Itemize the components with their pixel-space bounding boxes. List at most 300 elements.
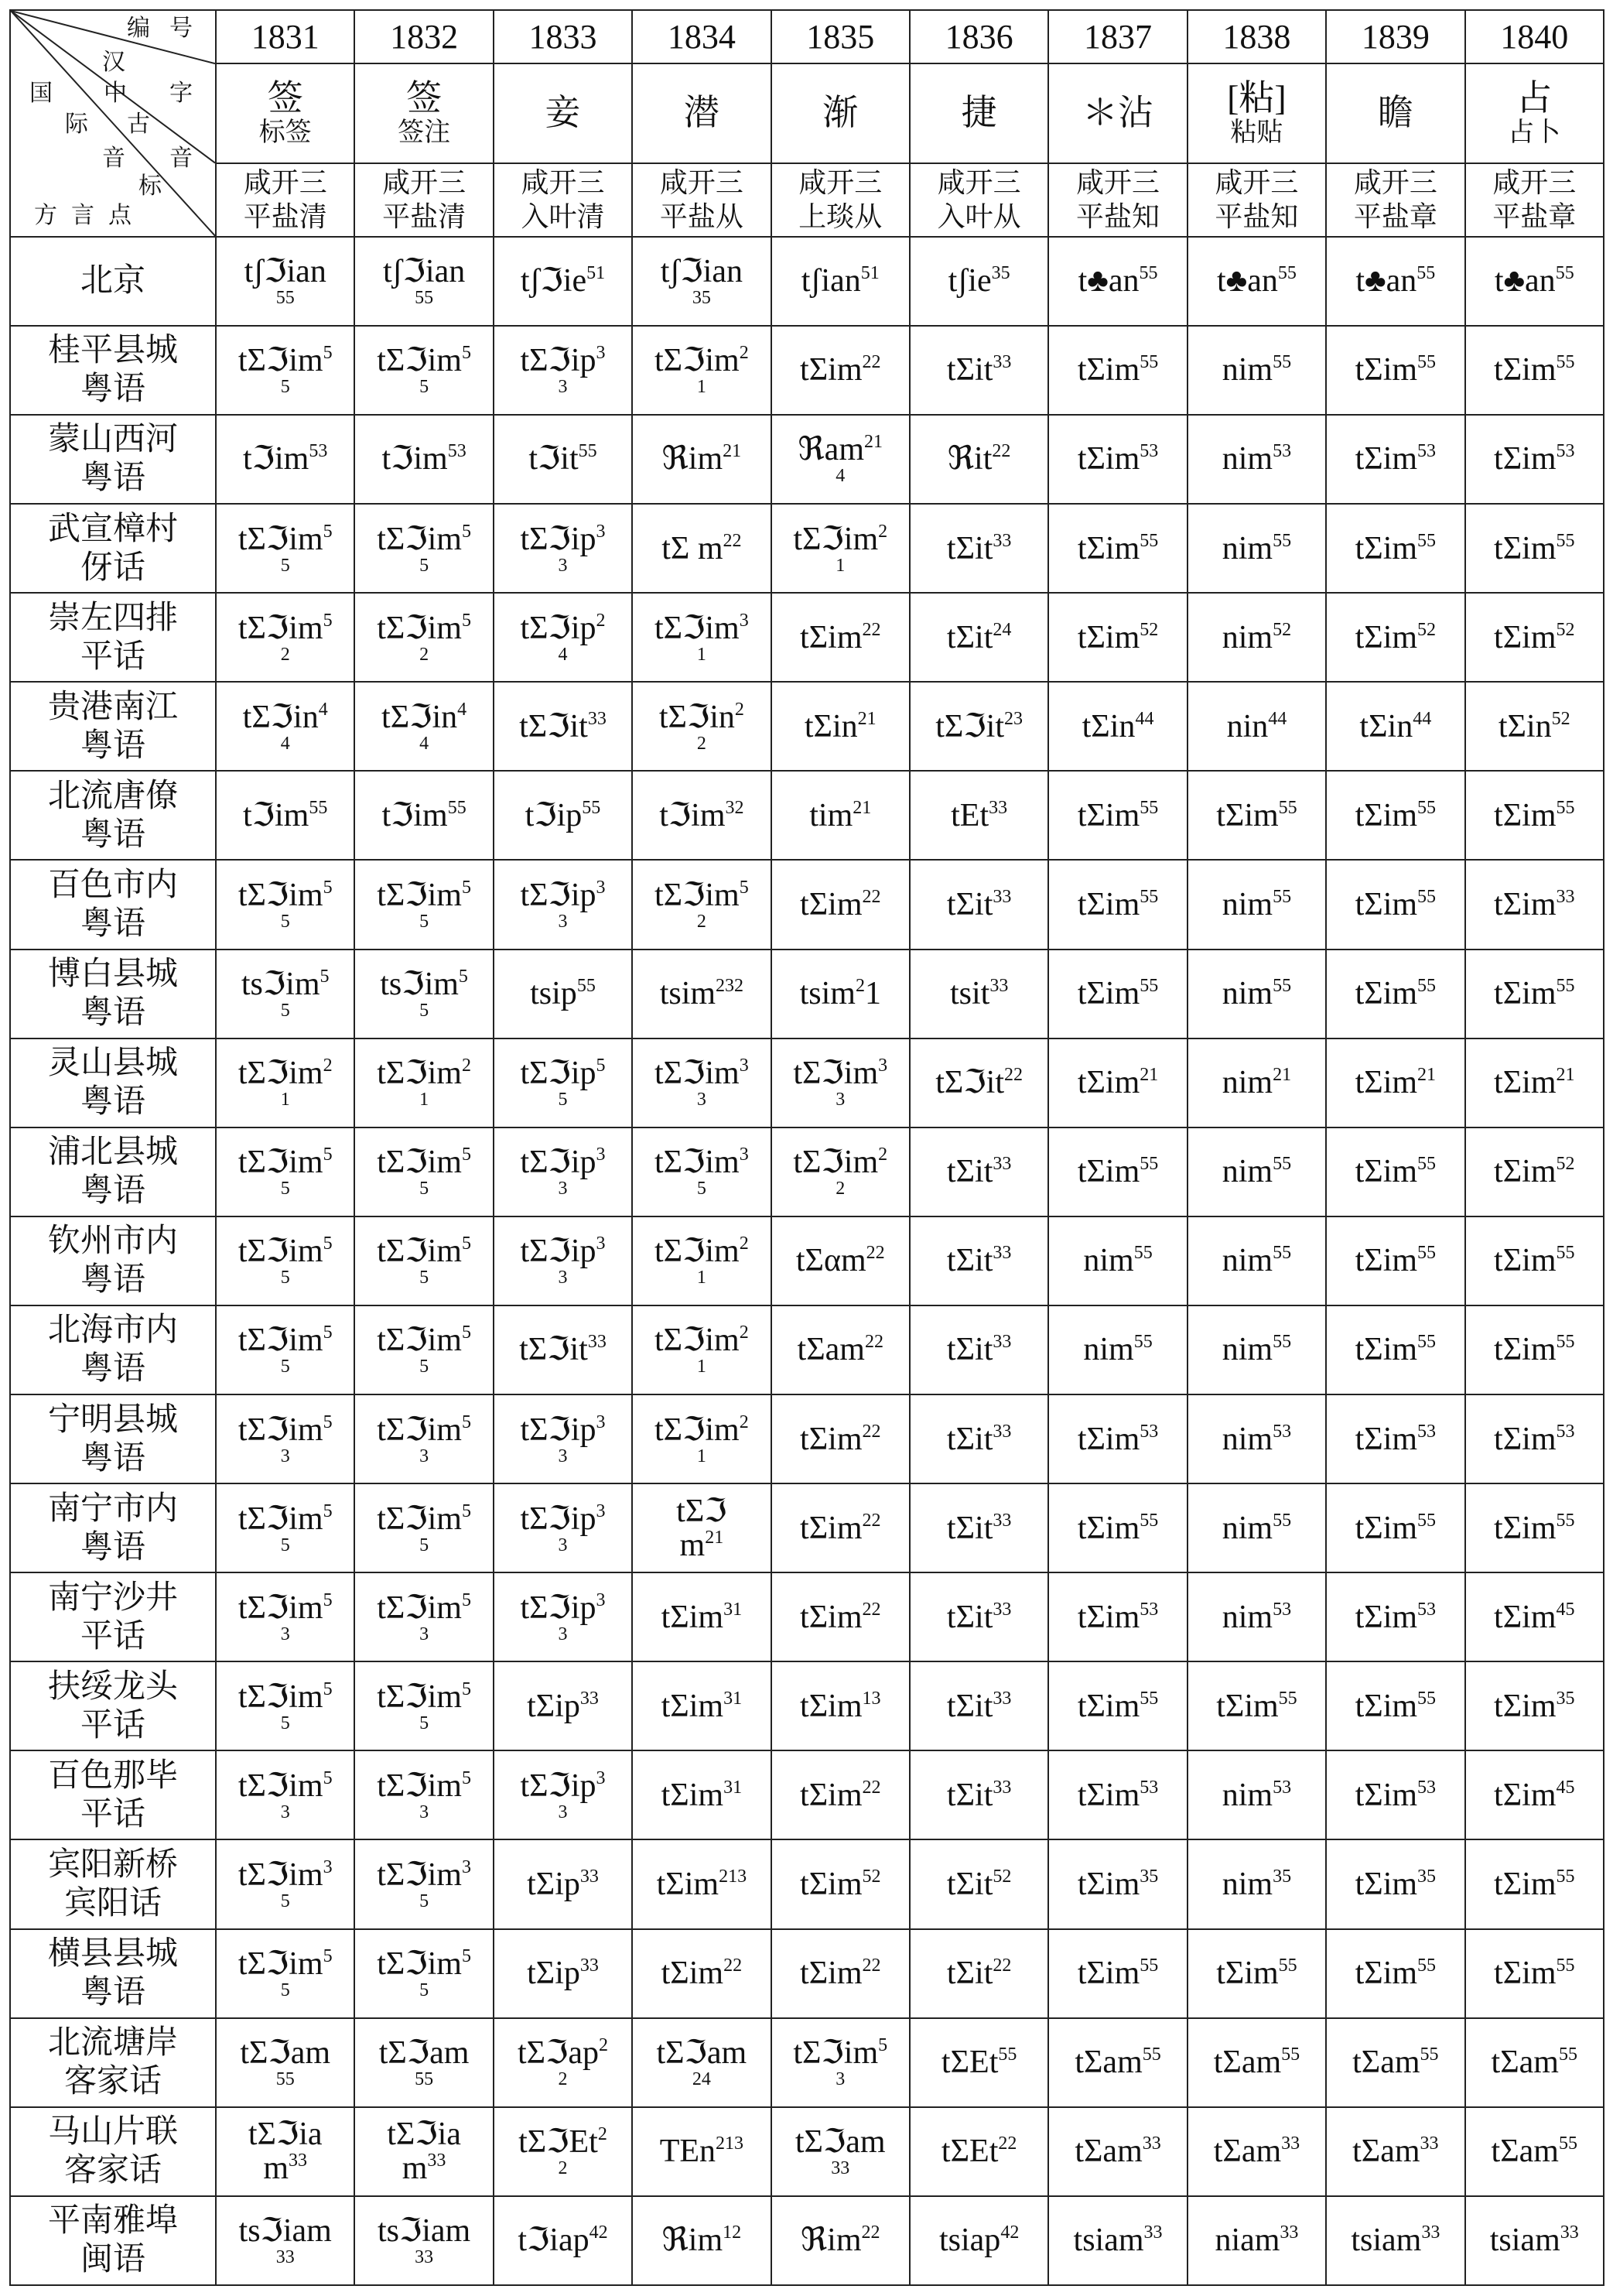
ipa-text: m (263, 2151, 289, 2187)
pronunciation-cell (1188, 415, 1326, 504)
pronunciation (1327, 799, 1464, 833)
dialect-location (10, 1039, 216, 1127)
ipa-text: tΣℑim (377, 610, 462, 646)
pronunciation-cell (1188, 237, 1326, 326)
pronunciation-cell (1465, 1750, 1604, 1839)
ipa-text: tΣℑim (238, 343, 323, 379)
ipa-text: nim (1222, 530, 1273, 566)
location-name: 崇左四排 (47, 600, 178, 636)
tone-superscript: 2 (461, 1056, 471, 1076)
pronunciation-cell (494, 593, 632, 682)
pronunciation-cell (1465, 504, 1604, 593)
tone-subscript: 55 (415, 2069, 434, 2090)
tone-superscript: 5 (461, 1589, 471, 1610)
location-name: 南宁市内 (47, 1490, 178, 1527)
ipa-text: tsℑiam (238, 2213, 332, 2250)
mc-tone-initial: 平盐知 (1215, 201, 1299, 233)
ipa-text: tΣam (1213, 2045, 1282, 2081)
pronunciation-cell (771, 1750, 910, 1839)
pronunciation (1188, 2223, 1325, 2257)
tone-subscript: 35 (692, 288, 711, 309)
pronunciation-cell (632, 415, 771, 504)
pronunciation (1049, 621, 1186, 655)
tone-superscript: 22 (862, 1956, 881, 1976)
pronunciation (772, 1778, 909, 1812)
pronunciation (1466, 1244, 1603, 1278)
tone-superscript: 33 (427, 2151, 446, 2171)
pronunciation (355, 1591, 492, 1625)
pronunciation-cell (1465, 1394, 1604, 1483)
tone-superscript: 33 (1281, 2133, 1300, 2154)
tone-superscript: 55 (1273, 976, 1292, 997)
pronunciation-cell (216, 415, 354, 504)
pronunciation-cell (1188, 1305, 1326, 1394)
dialect-name: 粤语 (80, 460, 145, 497)
ipa-text: tΣℑim (377, 1411, 462, 1448)
tone-subscript: 33 (415, 2247, 434, 2268)
tone-superscript: 5 (461, 610, 471, 631)
tone-superscript: 55 (1140, 1154, 1159, 1175)
ipa-text: tΣℑim (377, 1056, 462, 1092)
tone-superscript: 55 (1273, 352, 1292, 373)
tone-superscript: 22 (862, 1599, 881, 1620)
ipa-text: tΣim (1077, 1866, 1140, 1902)
pronunciation (1049, 1956, 1186, 1990)
ipa-text: tΣim (656, 1866, 719, 1902)
pronunciation-cell (1465, 2018, 1604, 2107)
pronunciation-cell (1465, 1216, 1604, 1305)
pronunciation-cell (216, 860, 354, 949)
pronunciation-cell (1188, 1572, 1326, 1661)
pronunciation (1049, 1333, 1186, 1367)
pronunciation-cell (354, 1216, 493, 1305)
pronunciation-cell (1326, 593, 1464, 682)
ipa-text: tΣℑim (377, 1234, 462, 1270)
tone-superscript: 55 (1417, 1332, 1437, 1353)
pronunciation-cell (1188, 1929, 1326, 2018)
pronunciation-cell (632, 1572, 771, 1661)
pronunciation (494, 1689, 631, 1723)
ipa-text: nin (1226, 708, 1269, 744)
pronunciation (217, 1145, 354, 1179)
ipa-text: tℑim (659, 797, 726, 833)
tone-superscript: 53 (1140, 441, 1159, 462)
ipa-text: ℜim (661, 2222, 723, 2259)
dialect-location (10, 326, 216, 415)
pronunciation (772, 2036, 909, 2070)
pronunciation (217, 1413, 354, 1447)
tone-superscript: 55 (1273, 530, 1292, 551)
tone-superscript: 3 (461, 1856, 471, 1877)
tone-superscript: 5 (461, 1767, 471, 1788)
tone-subscript: 5 (419, 1268, 429, 1288)
tone-superscript: 22 (1004, 1065, 1024, 1086)
tone-subscript: 4 (836, 466, 846, 487)
tone-superscript: 55 (1281, 2045, 1300, 2065)
pronunciation-cell (216, 237, 354, 326)
tone-superscript: 33 (993, 1332, 1012, 1353)
ipa-text: tΣℑin (381, 699, 458, 735)
pronunciation (633, 611, 770, 645)
tone-superscript: 5 (323, 1323, 333, 1343)
pronunciation (911, 442, 1047, 476)
corner-label-fang: 方 (34, 203, 57, 228)
ipa-text: tΣim (1494, 619, 1557, 655)
pronunciation-cell (1048, 2018, 1187, 2107)
pronunciation (911, 2045, 1047, 2079)
location-name: 桂平县城 (47, 333, 178, 369)
tone-superscript: 33 (993, 530, 1012, 551)
pronunciation-cell (910, 415, 1048, 504)
ipa-text: t♣an (1078, 263, 1140, 299)
pronunciation-cell (494, 2196, 632, 2285)
pronunciation-cell (494, 504, 632, 593)
table-row (10, 2018, 1604, 2107)
ipa-text: tΣim (1077, 1421, 1140, 1457)
pronunciation (494, 1056, 631, 1090)
mc-rhyme: 咸开三 (521, 167, 605, 199)
ipa-text: tΣit (946, 1956, 993, 1992)
tone-superscript: 55 (1273, 886, 1292, 907)
character: [粘] (1227, 78, 1287, 118)
pronunciation (1327, 1689, 1464, 1723)
pronunciation (1049, 1689, 1186, 1723)
pronunciation-cell (771, 1127, 910, 1216)
pronunciation (1049, 2223, 1186, 2257)
pronunciation (355, 878, 492, 912)
pronunciation-cell (1326, 2107, 1464, 2196)
ipa-text: tΣℑim (793, 2035, 879, 2072)
ipa-text: tsim (799, 976, 856, 1012)
ipa-text: tsim (659, 976, 716, 1012)
tone-superscript: 3 (596, 1234, 606, 1254)
tone-superscript: 33 (993, 352, 1012, 373)
tone-subscript: 3 (558, 1624, 568, 1644)
ipa-text: tΣim (1355, 1243, 1418, 1279)
ipa-text: tΣip (527, 1866, 580, 1902)
tone-subscript: 3 (558, 377, 568, 398)
pronunciation (772, 1689, 909, 1723)
tone-superscript: 55 (1417, 1243, 1437, 1264)
pronunciation-cell (1048, 1305, 1187, 1394)
pronunciation (1188, 1956, 1325, 1990)
middle-chinese-category (1465, 163, 1604, 237)
tone-superscript: 53 (1556, 441, 1575, 462)
tone-superscript: 55 (1278, 1956, 1297, 1976)
ipa-text: m (679, 1527, 706, 1563)
tone-subscript: 1 (696, 1446, 706, 1466)
corner-header (10, 10, 216, 237)
tone-superscript: 55 (1140, 1956, 1159, 1976)
middle-chinese-category (1326, 163, 1464, 237)
tone-subscript: 5 (280, 555, 290, 576)
pronunciation (217, 1769, 354, 1803)
ipa-text: tΣim (800, 1510, 863, 1546)
pronunciation (1188, 1066, 1325, 1100)
pronunciation (911, 621, 1047, 655)
ipa-text: tΣit (946, 1866, 993, 1902)
pronunciation (1466, 353, 1603, 387)
pronunciation (1327, 2223, 1464, 2257)
ipa-text: tΣℑim (238, 1678, 323, 1715)
tone-subscript: 1 (696, 644, 706, 665)
tone-superscript: 55 (1556, 1332, 1575, 1353)
tone-superscript: 24 (993, 619, 1012, 640)
corner-label-gu: 古 (127, 111, 150, 137)
tone-subscript: 5 (280, 1001, 290, 1021)
table-row (10, 1839, 1604, 1928)
ipa-text: nim (1083, 1332, 1134, 1368)
pronunciation (217, 1591, 354, 1625)
ipa-text: tΣEt (941, 2133, 999, 2170)
dialect-name: 闽语 (80, 2242, 145, 2278)
ipa-text: tΣℑim (377, 1323, 462, 1359)
tone-superscript: 21 (1556, 1065, 1575, 1086)
pronunciation (772, 2223, 909, 2257)
pronunciation (494, 1956, 631, 1990)
pronunciation-cell (632, 2018, 771, 2107)
pronunciation-cell (1465, 950, 1604, 1039)
pronunciation (355, 1680, 492, 1714)
table-row (10, 1750, 1604, 1839)
pronunciation-cell (632, 1929, 771, 2018)
pronunciation (772, 1244, 909, 1278)
dialect-table (9, 9, 1604, 2286)
ipa-text: tΣℑim (238, 1323, 323, 1359)
tone-subscript: 3 (836, 2069, 846, 2090)
ipa-text: tΣim (1355, 619, 1418, 655)
pronunciation (1049, 1778, 1186, 1812)
pronunciation-cell (1465, 1483, 1604, 1572)
pronunciation (494, 344, 631, 378)
ipa-text: tΣim (800, 886, 863, 922)
pronunciation (633, 1867, 770, 1901)
pronunciation-cell (910, 504, 1048, 593)
tone-superscript: 55 (1417, 1688, 1437, 1709)
tone-superscript: 32 (725, 797, 744, 818)
tone-superscript: 5 (739, 877, 749, 898)
dialect-location (10, 415, 216, 504)
ipa-text: tΣit (946, 1688, 993, 1724)
pronunciation (217, 611, 354, 645)
ipa-text: tΣim (1077, 619, 1140, 655)
tone-superscript: 55 (1417, 976, 1437, 997)
pronunciation-cell (354, 237, 493, 326)
pronunciation (494, 2036, 631, 2070)
tone-superscript: 13 (862, 1688, 881, 1709)
dialect-location (10, 1127, 216, 1216)
location-name: 贵港南江 (47, 689, 178, 725)
ipa-text: tΣim (1077, 352, 1140, 388)
pronunciation (911, 1066, 1047, 1100)
pronunciation (217, 2214, 354, 2248)
pronunciation (1327, 1244, 1464, 1278)
ipa-text: tΣin (1359, 708, 1413, 744)
ipa-text: tΣim (1077, 797, 1140, 833)
pronunciation (217, 344, 354, 378)
ipa-text: tΣim (1216, 797, 1279, 833)
pronunciation-cell (1465, 2196, 1604, 2285)
middle-chinese-category (216, 163, 354, 237)
dialect-location (10, 860, 216, 949)
middle-chinese-category (1188, 163, 1326, 237)
tone-superscript: 42 (589, 2222, 608, 2243)
pronunciation (217, 967, 354, 1001)
tone-superscript: 33 (587, 1332, 607, 1353)
column-character (910, 63, 1048, 163)
dialect-location (10, 1305, 216, 1394)
pronunciation (633, 977, 770, 1011)
pronunciation (1049, 977, 1186, 1011)
pronunciation (355, 522, 492, 556)
pronunciation (772, 710, 909, 744)
ipa-text: tΣim (1355, 530, 1418, 566)
column-number: 1835 (771, 10, 910, 63)
pronunciation-cell (632, 682, 771, 771)
mc-tone-initial: 平盐清 (382, 201, 466, 233)
pronunciation (1049, 888, 1186, 922)
pronunciation-cell (771, 2196, 910, 2285)
tone-superscript: 51 (860, 263, 880, 284)
pronunciation (911, 264, 1047, 298)
pronunciation-cell (354, 1661, 493, 1750)
tone-subscript: 2 (419, 644, 429, 665)
tone-subscript: 3 (280, 1624, 290, 1644)
tone-subscript: 1 (696, 377, 706, 398)
ipa-text: tΣim (1077, 1956, 1140, 1992)
pronunciation-cell (494, 682, 632, 771)
mc-tone-initial: 平盐清 (243, 201, 327, 233)
tone-superscript: 55 (1417, 263, 1436, 284)
ipa-text: nim (1222, 352, 1273, 388)
pronunciation-cell (1048, 1929, 1187, 2018)
pronunciation-cell (1188, 1039, 1326, 1127)
pronunciation (1466, 1956, 1603, 1990)
tone-superscript: 3 (323, 1856, 333, 1877)
ipa-text: tΣim (1494, 1866, 1557, 1902)
pronunciation-cell (354, 415, 493, 504)
tone-superscript: 55 (582, 797, 601, 818)
pronunciation-cell (494, 326, 632, 415)
location-name: 武宣樟村 (47, 511, 178, 547)
pronunciation-cell (1326, 2196, 1464, 2285)
dialect-name: 粤语 (80, 995, 145, 1032)
pronunciation-cell (910, 326, 1048, 415)
pronunciation-cell (1188, 1394, 1326, 1483)
tone-superscript: 2 (597, 2124, 607, 2145)
pronunciation-cell (1326, 1305, 1464, 1394)
pronunciation (1188, 1511, 1325, 1545)
pronunciation (772, 1867, 909, 1901)
pronunciation-cell (216, 1394, 354, 1483)
tone-subscript: 2 (280, 644, 290, 665)
pronunciation (355, 1947, 492, 1981)
location-name: 博白县城 (47, 956, 178, 993)
corner-label-zhong: 中 (104, 80, 127, 106)
pronunciation-cell (632, 1661, 771, 1750)
corner-label-zi: 字 (169, 80, 193, 106)
ipa-text: tΣℑim (654, 1411, 740, 1448)
tone-superscript: 5 (323, 343, 333, 364)
ipa-text: tΣℑip (520, 1411, 596, 1448)
pronunciation-cell (1048, 326, 1187, 415)
pronunciation-cell (1048, 1839, 1187, 1928)
pronunciation-cell (494, 1839, 632, 1928)
tone-superscript: 52 (1556, 1154, 1575, 1175)
pronunciation-cell (771, 415, 910, 504)
pronunciation (1188, 2134, 1325, 2168)
pronunciation-cell (494, 1483, 632, 1572)
pronunciation-cell (771, 504, 910, 593)
middle-chinese-category (494, 163, 632, 237)
table-row (10, 1661, 1604, 1750)
tone-superscript: 55 (1277, 263, 1297, 284)
tone-subscript: 5 (419, 1980, 429, 2001)
pronunciation (1466, 1422, 1603, 1456)
pronunciation-cell (1465, 2107, 1604, 2196)
pronunciation (911, 2223, 1047, 2257)
table-row (10, 1305, 1604, 1394)
pronunciation-cell (494, 1572, 632, 1661)
middle-chinese-category (1048, 163, 1187, 237)
pronunciation-cell (494, 1039, 632, 1127)
ipa-text: tΣℑim (238, 1767, 323, 1804)
pronunciation-cell (494, 1394, 632, 1483)
pronunciation (1049, 264, 1186, 298)
tone-superscript: 55 (1140, 886, 1159, 907)
tone-superscript: 22 (862, 1777, 881, 1798)
pronunciation-cell (494, 2018, 632, 2107)
tone-superscript: 53 (1417, 1599, 1437, 1620)
column-number: 1831 (216, 10, 354, 63)
tone-subscript: 5 (280, 911, 290, 932)
table-row (10, 860, 1604, 949)
tone-superscript: 5 (458, 967, 468, 987)
pronunciation-cell (354, 326, 493, 415)
ipa-text: TEn (659, 2133, 716, 2170)
ipa-text: tΣim (1077, 441, 1140, 477)
ipa-text: tΣℑap (517, 2035, 599, 2072)
pronunciation-cell (354, 860, 493, 949)
pronunciation (1049, 353, 1186, 387)
pronunciation (1466, 1867, 1603, 1901)
mc-tone-initial: 平盐章 (1353, 201, 1437, 233)
pronunciation (494, 1769, 631, 1803)
ipa-text: tℑim (381, 441, 448, 477)
tone-superscript: 2 (878, 1145, 888, 1165)
tone-superscript: 55 (1556, 797, 1575, 818)
pronunciation (355, 2036, 492, 2070)
pronunciation-cell (216, 1039, 354, 1127)
pronunciation-cell (632, 1750, 771, 1839)
ipa-text: tΣim (1355, 441, 1418, 477)
ipa-text: tΣit (946, 530, 993, 566)
ipa-text: tℑim (381, 797, 448, 833)
pronunciation-cell (354, 1750, 493, 1839)
ipa-text: tΣℑip (520, 1145, 596, 1181)
pronunciation (1049, 2134, 1186, 2168)
pronunciation (1188, 621, 1325, 655)
tone-subscript: 3 (280, 1446, 290, 1466)
pronunciation-cell (1326, 1839, 1464, 1928)
tone-superscript: 52 (1556, 619, 1575, 640)
pronunciation-cell (1048, 415, 1187, 504)
pronunciation-cell (1188, 504, 1326, 593)
pronunciation-cell (1465, 860, 1604, 949)
tone-superscript: 55 (1140, 797, 1159, 818)
tone-subscript: 5 (419, 911, 429, 932)
tone-superscript: 22 (723, 530, 742, 551)
